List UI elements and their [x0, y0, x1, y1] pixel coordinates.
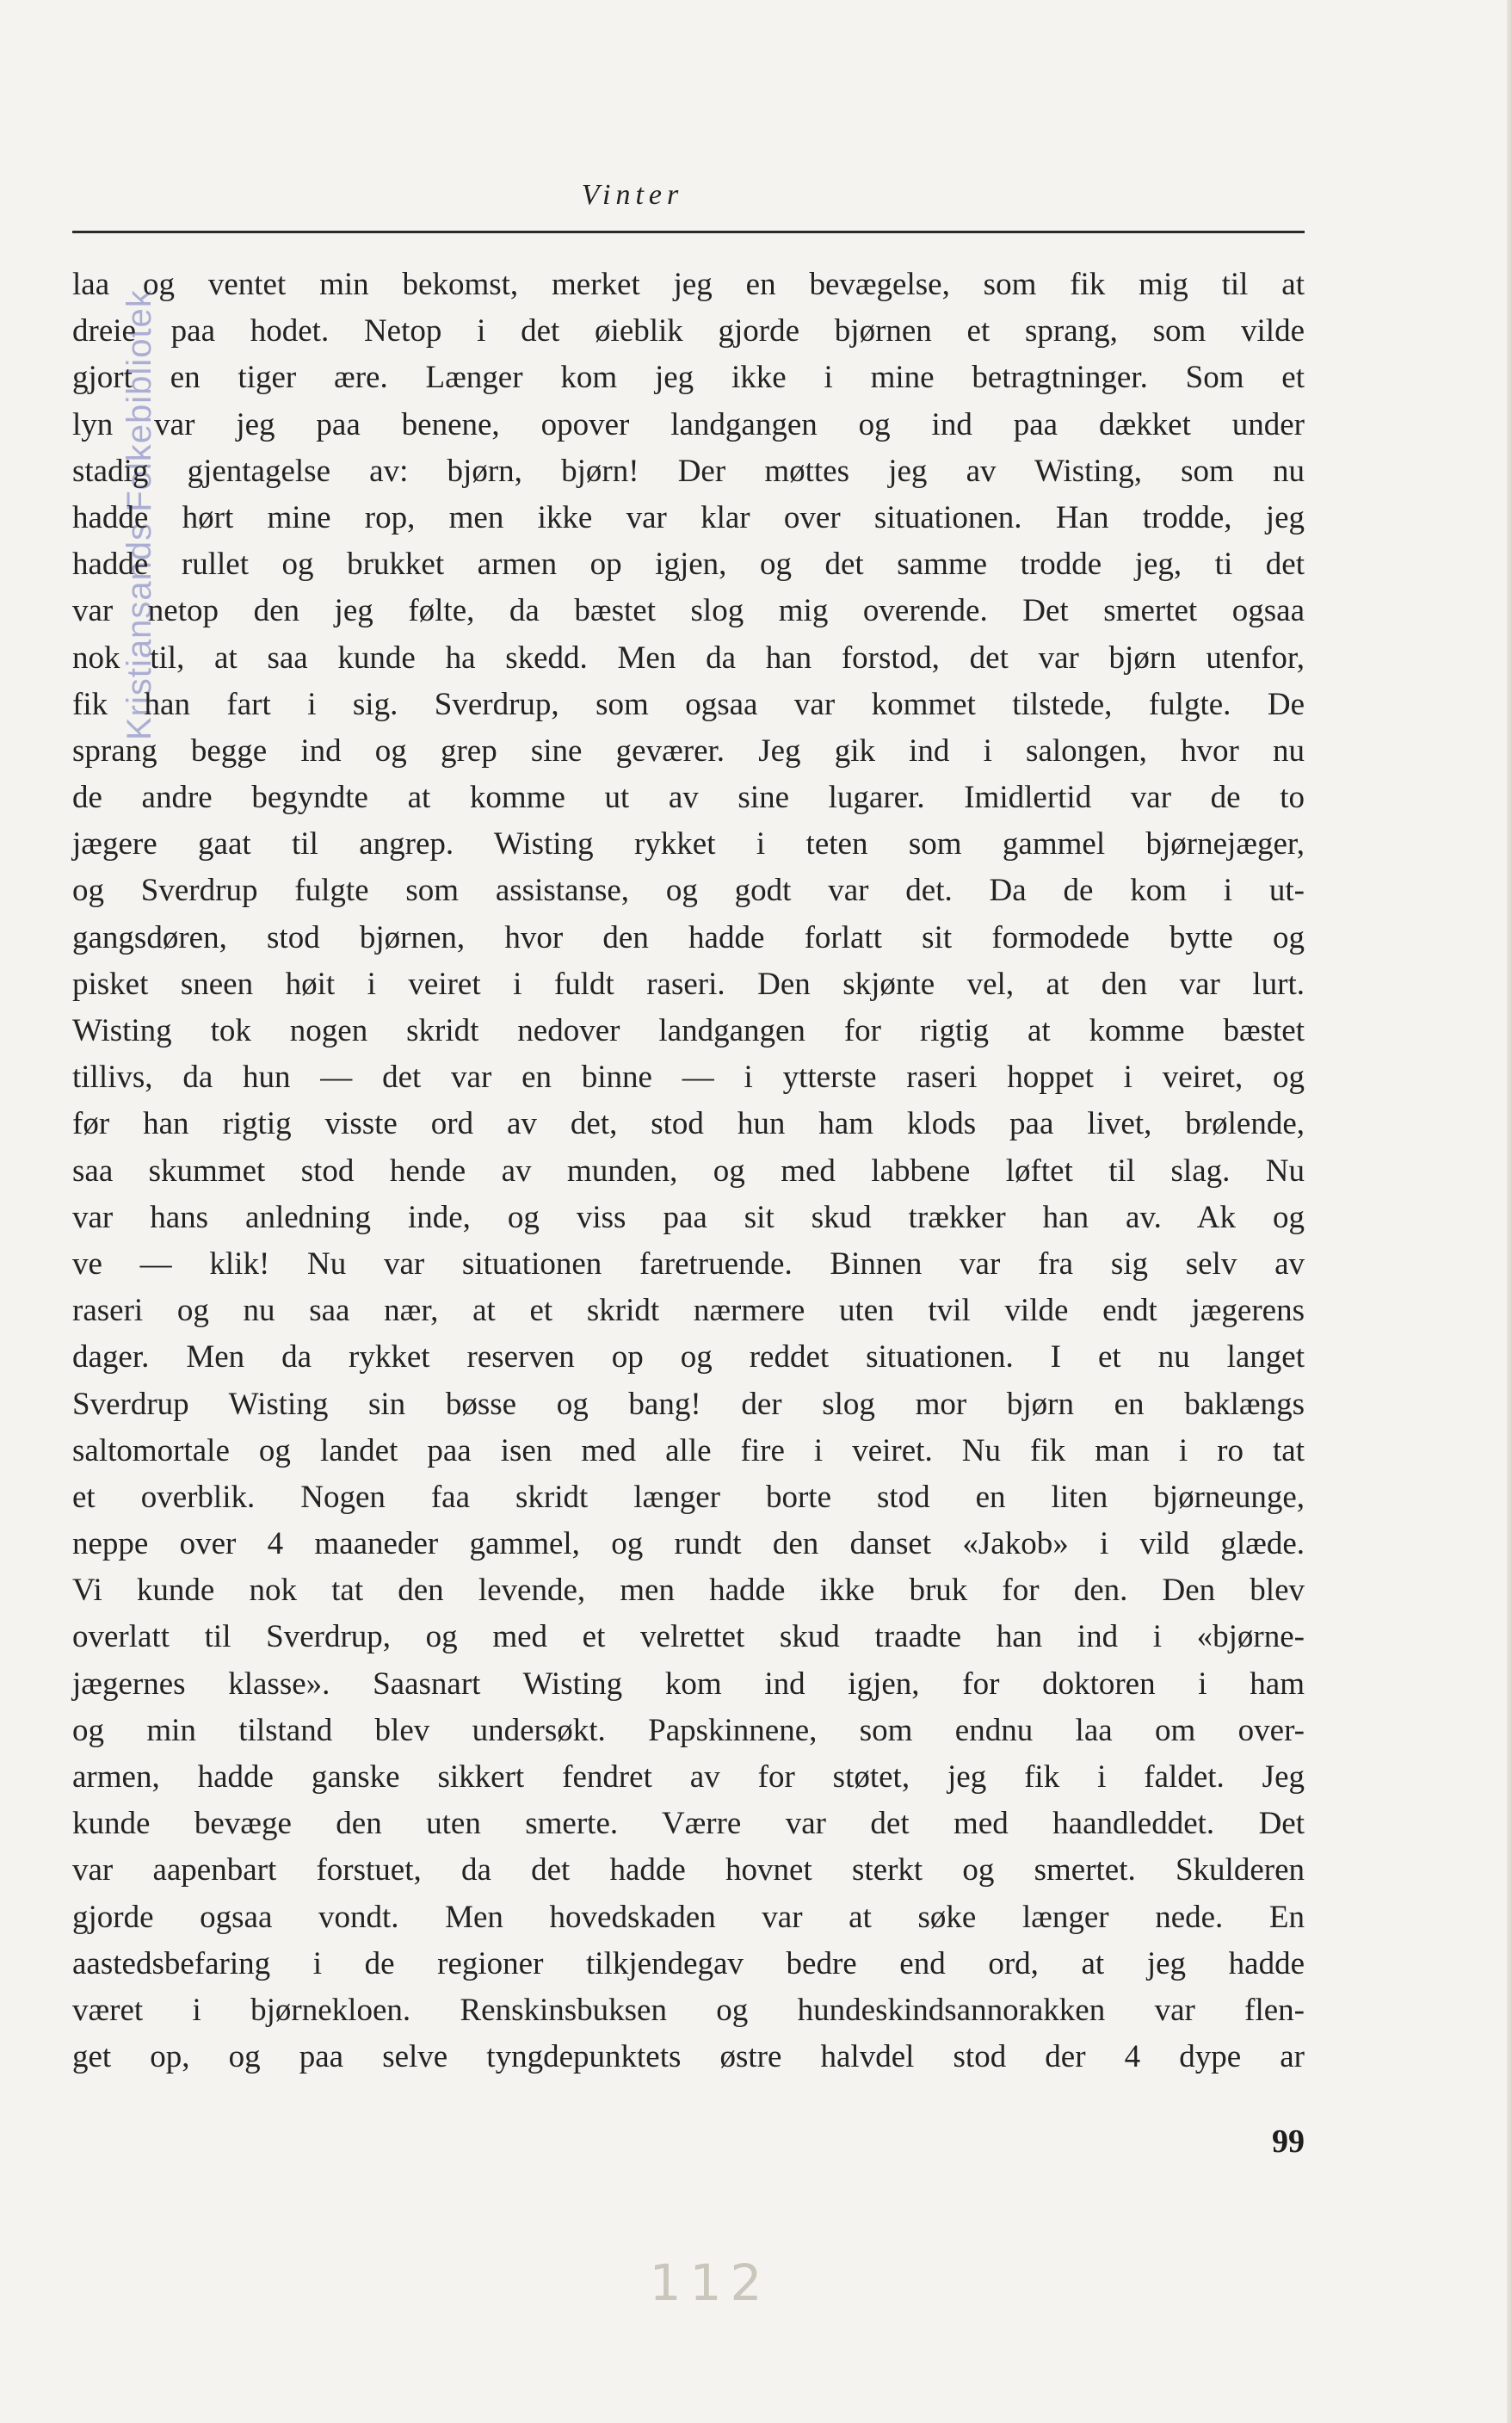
page-number: 99 — [1272, 2123, 1305, 2160]
text-line: før han rigtig visste ord av det, stod hun ham klods paa livet, brølende, — [72, 1106, 1305, 1142]
text-line: var hans anledning inde, og viss paa sit skud trækker han av. Ak og — [72, 1199, 1305, 1235]
text-line: lyn var jeg paa benene, opover landgangen og ind paa dækket under — [72, 406, 1305, 442]
text-line: pisket sneen høit i veiret i fuldt raseri. Den skjønte vel, at den var lurt. — [72, 966, 1305, 1002]
text-line: fik han fart i sig. Sverdrup, som ogsaa var kommet tilstede, fulgte. De — [72, 686, 1305, 722]
text-line: jægernes klasse». Saasnart Wisting kom ind igjen, for doktoren i ham — [72, 1666, 1305, 1702]
text-line: saa skummet stod hende av munden, og med labbene løftet til slag. Nu — [72, 1153, 1305, 1189]
text-line: aastedsbefaring i de regioner tilkjendegav bedre end ord, at jeg hadde — [72, 1945, 1305, 1981]
header-rule — [72, 231, 1305, 233]
scan-number: 112 — [649, 2253, 771, 2312]
text-line: jægere gaat til angrep. Wisting rykket i teten som gammel bjørnejæger, — [72, 826, 1305, 862]
running-head: Vinter — [581, 179, 684, 211]
text-line: dreie paa hodet. Netop i det øieblik gjorde bjørnen et sprang, som vilde — [72, 313, 1305, 349]
text-line: stadig gjentagelse av: bjørn, bjørn! Der møttes jeg av Wisting, som nu — [72, 453, 1305, 489]
text-line: overlatt til Sverdrup, og med et velrettet skud traadte han ind i «bjørne- — [72, 1619, 1305, 1655]
text-line: laa og ventet min bekomst, merket jeg en bevægelse, som fik mig til at — [72, 267, 1305, 302]
text-line: gjorde ogsaa vondt. Men hovedskaden var at søke længer nede. En — [72, 1899, 1305, 1935]
text-line: hadde rullet og brukket armen op igjen, og det samme trodde jeg, ti det — [72, 547, 1305, 583]
text-line: kunde bevæge den uten smerte. Værre var det med haandleddet. Det — [72, 1806, 1305, 1842]
text-line: og min tilstand blev undersøkt. Papskinnene, som endnu laa om over- — [72, 1712, 1305, 1748]
text-line: ve — klik! Nu var situationen faretruende. Binnen var fra sig selv av — [72, 1245, 1305, 1282]
text-line: de andre begyndte at komme ut av sine lugarer. Imidlertid var de to — [72, 780, 1305, 816]
text-line: raseri og nu saa nær, at et skridt nærmere uten tvil vilde endt jægerens — [72, 1293, 1305, 1329]
text-line: været i bjørnekloen. Renskinsbuksen og hundeskindsannorakken var flen- — [72, 1992, 1305, 2028]
text-line: gjort en tiger ære. Længer kom jeg ikke i mine betragtninger. Som et — [72, 360, 1305, 396]
page-edge — [1507, 0, 1512, 2423]
text-line: Vi kunde nok tat den levende, men hadde ikke bruk for den. Den blev — [72, 1573, 1305, 1609]
text-line: get op, og paa selve tyngdepunktets østre halvdel stod der 4 dype ar — [72, 2039, 1305, 2075]
text-line: tillivs, da hun — det var en binne — i ytterste raseri hoppet i veiret, og — [72, 1060, 1305, 1096]
library-stamp: Kristiansands Folkebibliotek — [120, 289, 158, 740]
text-line: et overblik. Nogen faa skridt længer borte stod en liten bjørneunge, — [72, 1479, 1305, 1515]
text-line: dager. Men da rykket reserven op og reddet situationen. I et nu langet — [72, 1339, 1305, 1375]
text-line: var aapenbart forstuet, da det hadde hovnet sterkt og smertet. Skulderen — [72, 1852, 1305, 1888]
text-line: armen, hadde ganske sikkert fendret av for støtet, jeg fik i faldet. Jeg — [72, 1759, 1305, 1795]
text-line: Sverdrup Wisting sin bøsse og bang! der slog mor bjørn en baklængs — [72, 1386, 1305, 1422]
text-line: saltomortale og landet paa isen med alle fire i veiret. Nu fik man i ro tat — [72, 1432, 1305, 1468]
text-line: Wisting tok nogen skridt nedover landgangen for rigtig at komme bæstet — [72, 1013, 1305, 1048]
text-line: nok til, at saa kunde ha skedd. Men da han forstod, det var bjørn utenfor, — [72, 640, 1305, 676]
text-line: hadde hørt mine rop, men ikke var klar over situationen. Han trodde, jeg — [72, 499, 1305, 535]
body-text — [72, 262, 1305, 2080]
text-line: gangsdøren, stod bjørnen, hvor den hadde forlatt sit formodede bytte og — [72, 919, 1305, 955]
text-line: sprang begge ind og grep sine geværer. Jeg gik ind i salongen, hvor nu — [72, 732, 1305, 769]
text-line: var netop den jeg følte, da bæstet slog mig overende. Det smertet ogsaa — [72, 593, 1305, 629]
text-line: og Sverdrup fulgte som assistanse, og godt var det. Da de kom i ut- — [72, 873, 1305, 909]
text-line: neppe over 4 maaneder gammel, og rundt den danset «Jakob» i vild glæde. — [72, 1526, 1305, 1562]
